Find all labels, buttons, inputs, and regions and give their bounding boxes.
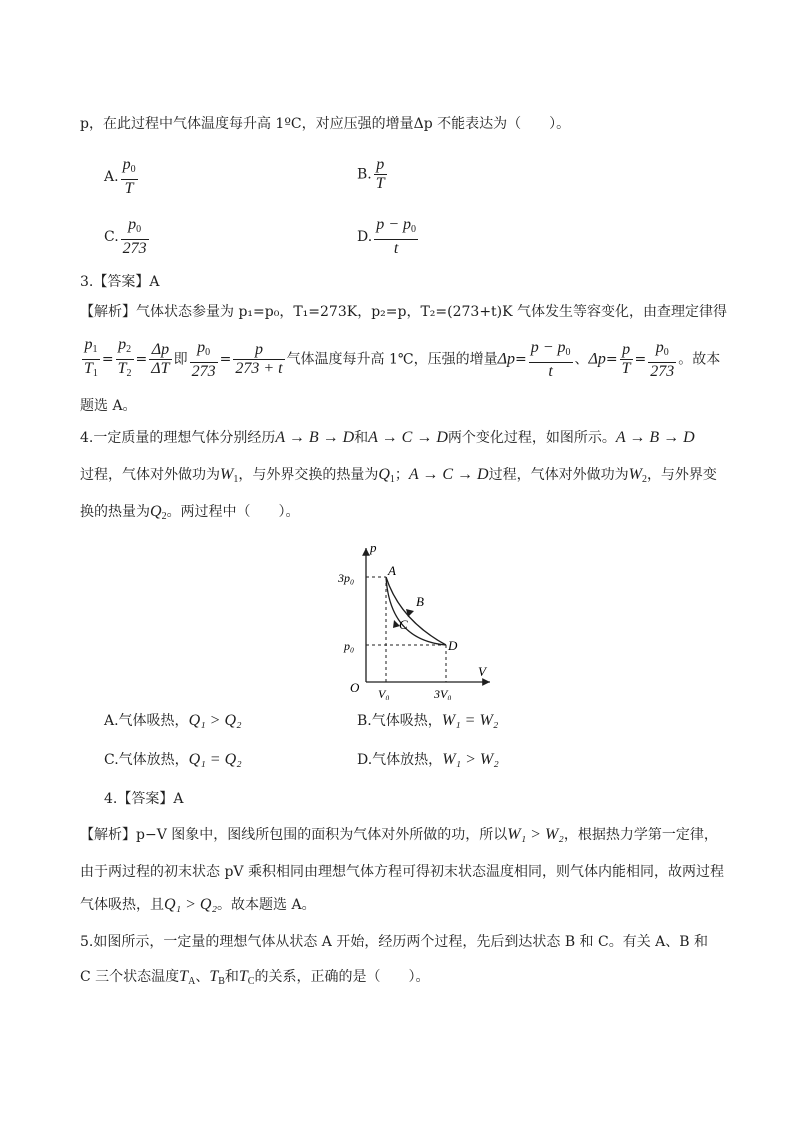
q4-answer: 4.【答案】A xyxy=(104,791,184,807)
q5-stem-2: C 三个状态温度$T_A$、$T_B$和$T_C$的关系，正确的是（ ）。 xyxy=(80,968,430,987)
curve-a-c-d xyxy=(386,577,446,645)
q4-analysis-1: 【解析】p−V 图象中，图线所包围的面积为气体对外所做的功，所以W₁ > W₂，根据热力学第一定律， xyxy=(80,826,718,843)
q4-analysis-3: 气体吸热，且Q₁ > Q₂。故本题选 A。 xyxy=(80,896,316,913)
q4-stem-2: 过程，气体对外做功为$W_1$，与外界交换的热量为$Q_1$；A → C → D过程，气体对外做功为$W_2$，与外界变 xyxy=(80,466,717,485)
q3-analysis-1: 【解析】气体状态参量为 p₁=p₀，T₁=273K，p₂=p，T₂=(273+t)K 气体发生等容变化，由查理定律得 xyxy=(80,304,728,320)
label-v-axis: V xyxy=(478,664,486,679)
q2-option-d[interactable]: D. $\frac{p - p_0}{t}$ xyxy=(357,216,416,257)
q3-answer: 3.【答案】A xyxy=(80,274,160,290)
q4-option-a[interactable]: A.气体吸热，Q₁ > Q₂ xyxy=(104,712,242,729)
label-3p0: 3p₀ xyxy=(338,571,355,585)
label-3v0: 3V₀ xyxy=(434,687,452,700)
label-origin: O xyxy=(350,680,360,695)
q4-option-d[interactable]: D.气体放热，W₁ > W₂ xyxy=(357,751,499,768)
label-point-c: C xyxy=(399,617,408,632)
q3-analysis-3: 题选 A。 xyxy=(80,398,137,414)
label-point-a: A xyxy=(388,563,396,578)
pv-diagram xyxy=(320,540,500,700)
q2-stem-tail: p，在此过程中气体温度每升高 1ºC，对应压强的增量Δp 不能表达为（ ）。 xyxy=(80,116,571,132)
curve-a-b-d xyxy=(386,577,446,645)
q2-option-a[interactable]: A. $\frac{p_0}{T}$ xyxy=(104,156,136,197)
label-point-d: D xyxy=(448,638,458,653)
q4-option-c[interactable]: C.气体放热，Q₁ = Q₂ xyxy=(104,751,242,768)
arrow-b xyxy=(406,609,414,617)
q4-analysis-2: 由于两过程的初末状态 pV 乘积相同由理想气体方程可得初末状态温度相同，则气体内能相同，故两过程 xyxy=(80,864,724,880)
q5-stem-1: 5.如图所示，一定量的理想气体从状态 A 开始，经历两个过程，先后到达状态 B 和 C。有关 A、B 和 xyxy=(80,934,709,950)
q2-option-b[interactable]: B. $\frac{p}{T}$ xyxy=(357,156,385,192)
label-p-axis: p xyxy=(370,540,377,555)
label-v0: V₀ xyxy=(378,687,390,700)
q4-stem-3: 换的热量为$Q_2$。两过程中（ ）。 xyxy=(80,503,300,522)
q4-stem-1: 4.一定质量的理想气体分别经历A → B → D和A → C → D两个变化过程，如图所示。A → B → D xyxy=(80,429,695,446)
q4-option-b[interactable]: B.气体吸热，W₁ = W₂ xyxy=(357,712,499,729)
label-point-b: B xyxy=(416,594,424,609)
label-p0: p₀ xyxy=(344,639,355,653)
q3-analysis-2: $\frac{p_1}{T_1}$ = $\frac{p_2}{T_2}$ = $\frac{\Delta p}{\Delta T}$ 即 $\frac{p_0}{273}$ = $\frac{p}{273 + t}$ 气体温度每升高 1℃，压强的增量Δp= $\frac{p - p_0}{t}$ 、Δp= $\frac{p}{T}$ = $\frac{p_0}{273}$ 。故本 xyxy=(84,336,721,380)
q2-option-c[interactable]: C. $\frac{p_0}{273}$ xyxy=(104,216,147,257)
